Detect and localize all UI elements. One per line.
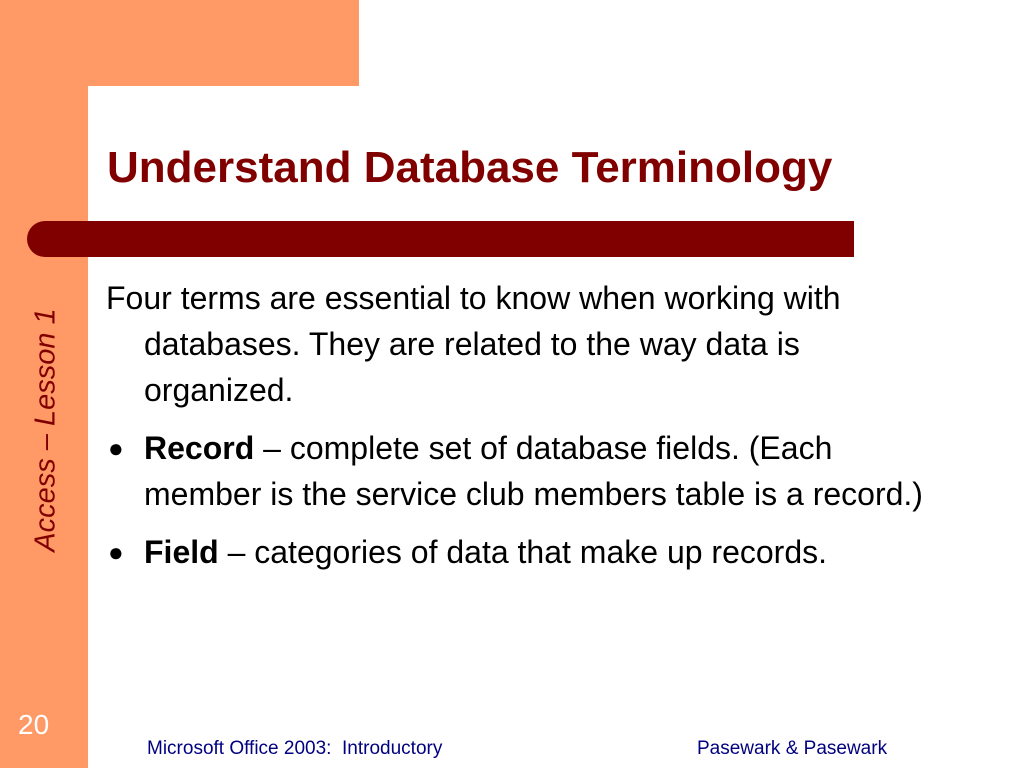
- bullet-dot-icon: ●: [108, 537, 124, 567]
- slide-body: [106, 275, 946, 587]
- bullet-term: Record: [144, 430, 255, 466]
- top-accent-bar: [0, 0, 359, 86]
- footer-course-title: Microsoft Office 2003: Introductory: [147, 738, 443, 759]
- footer-authors: Pasewark & Pasewark: [697, 738, 888, 759]
- page-number: 20: [18, 709, 50, 740]
- bullet-description: – categories of data that make up records.: [218, 534, 828, 570]
- bullet-description: – complete set of database fields. (Each member is the service club members table is a record.): [144, 430, 923, 512]
- bullet-item-field: [106, 529, 946, 575]
- side-label-text: Access – Lesson 1: [29, 308, 62, 552]
- bullet-term: Field: [144, 534, 219, 570]
- bullet-dot-icon: ●: [108, 433, 124, 463]
- intro-paragraph: Four terms are essential to know when working with databases. They are related to the way data is organized.: [106, 280, 841, 408]
- bullet-item-record: [106, 425, 946, 517]
- slide-title: Understand Database Terminology: [107, 143, 833, 192]
- title-underline-bar: [27, 221, 854, 257]
